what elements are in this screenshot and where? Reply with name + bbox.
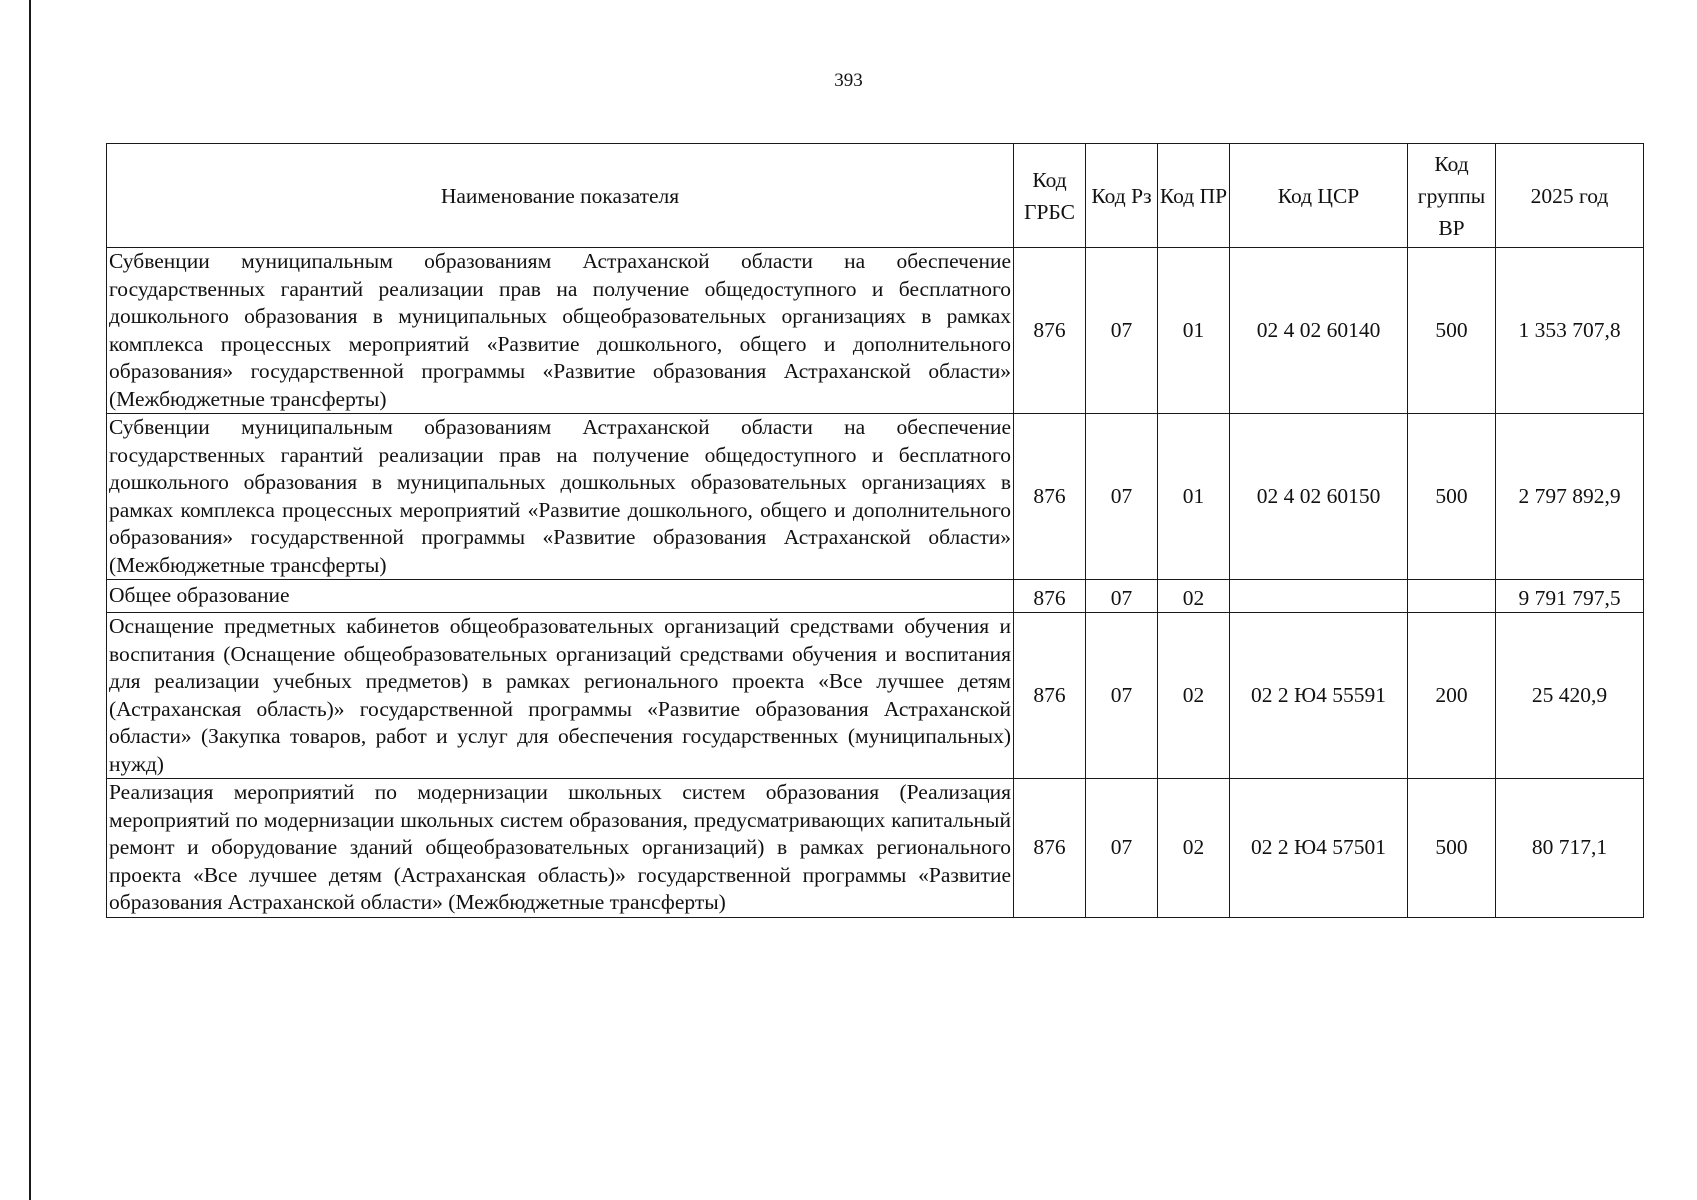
row-name: Оснащение предметных кабинетов общеобразовательных организаций средствами обучения и воспитания (Оснащение общеобразовательных организаций средствами обучения и воспитания для реализации учебных предметов) в рамках регионального проекта «Все лучшее детям (Астраханская область)» государственной программы «Развитие образования Астраханской области» (Закупка товаров, работ и услуг для обеспечения государственных (муниципальных) нужд) [107, 613, 1014, 779]
header-vr: Код группы ВР [1408, 144, 1496, 248]
page-number: 393 [834, 70, 863, 91]
row-csr [1230, 580, 1408, 613]
page-binding-line [29, 0, 31, 1200]
row-grbs: 876 [1014, 613, 1086, 779]
row-vr: 500 [1408, 414, 1496, 580]
header-rz: Код Рз [1086, 144, 1158, 248]
row-vr: 500 [1408, 248, 1496, 414]
table-header [107, 144, 1644, 248]
table-row [107, 248, 1644, 414]
table-row-section [107, 580, 1644, 613]
table-row [107, 613, 1644, 779]
row-name: Субвенции муниципальным образованиям Астраханской области на обеспечение государственных гарантий реализации прав на получение общедоступного и бесплатного дошкольного образования в муниципальных дошкольных образовательных организациях в рамках комплекса процессных мероприятий «Развитие дошкольного, общего и дополнительного образования» государственной программы «Развитие образования Астраханской области» (Межбюджетные трансферты) [107, 414, 1014, 580]
header-year: 2025 год [1496, 144, 1644, 248]
row-amount: 80 717,1 [1496, 779, 1644, 918]
row-grbs: 876 [1014, 779, 1086, 918]
row-rz: 07 [1086, 613, 1158, 779]
row-grbs: 876 [1014, 414, 1086, 580]
row-name: Реализация мероприятий по модернизации школьных систем образования (Реализация мероприятий по модернизации школьных систем образования, предусматривающих капитальный ремонт и оборудование зданий общеобразовательных организаций) в рамках регионального проекта «Все лучшее детям (Астраханская область)» государственной программы «Развитие образования Астраханской области» (Межбюджетные трансферты) [107, 779, 1014, 918]
header-grbs: Код ГРБС [1014, 144, 1086, 248]
row-rz: 07 [1086, 248, 1158, 414]
row-rz: 07 [1086, 580, 1158, 613]
row-vr: 200 [1408, 613, 1496, 779]
row-csr: 02 2 Ю4 55591 [1230, 613, 1408, 779]
header-name: Наименование показателя [107, 144, 1014, 248]
row-amount: 1 353 707,8 [1496, 248, 1644, 414]
row-csr: 02 4 02 60150 [1230, 414, 1408, 580]
table-body [107, 248, 1644, 918]
header-row [107, 144, 1644, 248]
row-pr: 01 [1158, 414, 1230, 580]
header-csr: Код ЦСР [1230, 144, 1408, 248]
row-pr: 02 [1158, 779, 1230, 918]
row-rz: 07 [1086, 414, 1158, 580]
header-pr: Код ПР [1158, 144, 1230, 248]
row-rz: 07 [1086, 779, 1158, 918]
table-row [107, 414, 1644, 580]
row-name: Общее образование [107, 580, 1014, 613]
budget-table [106, 143, 1644, 918]
row-csr: 02 2 Ю4 57501 [1230, 779, 1408, 918]
row-pr: 02 [1158, 613, 1230, 779]
row-vr: 500 [1408, 779, 1496, 918]
row-name: Субвенции муниципальным образованиям Астраханской области на обеспечение государственных гарантий реализации прав на получение общедоступного и бесплатного дошкольного образования в муниципальных общеобразовательных организациях в рамках комплекса процессных мероприятий «Развитие дошкольного, общего и дополнительного образования» государственной программы «Развитие образования Астраханской области» (Межбюджетные трансферты) [107, 248, 1014, 414]
row-grbs: 876 [1014, 580, 1086, 613]
row-amount: 9 791 797,5 [1496, 580, 1644, 613]
row-csr: 02 4 02 60140 [1230, 248, 1408, 414]
row-vr [1408, 580, 1496, 613]
row-amount: 2 797 892,9 [1496, 414, 1644, 580]
row-pr: 02 [1158, 580, 1230, 613]
row-grbs: 876 [1014, 248, 1086, 414]
row-pr: 01 [1158, 248, 1230, 414]
row-amount: 25 420,9 [1496, 613, 1644, 779]
table-row [107, 779, 1644, 918]
